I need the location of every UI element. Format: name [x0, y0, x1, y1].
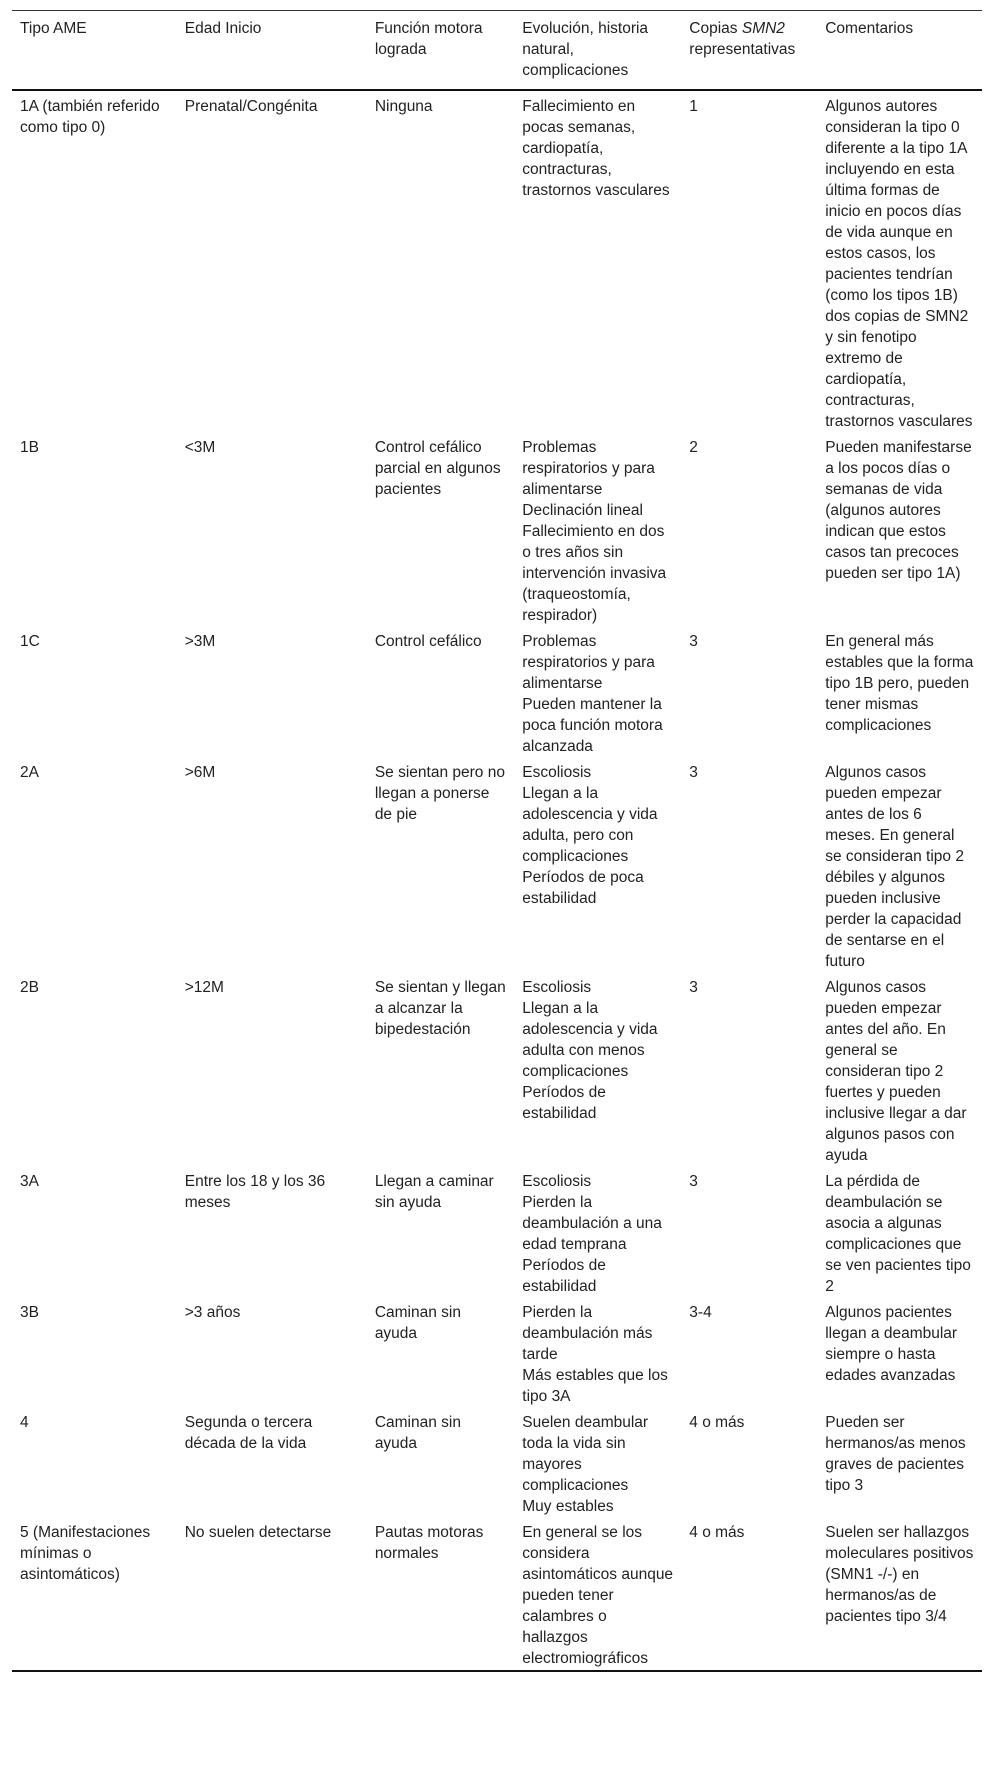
cell-edad: Entre los 18 y los 36 meses — [184, 1173, 326, 1211]
header-funcion: Función motora lograda — [374, 20, 483, 58]
cell-copias: 4 o más — [689, 1414, 745, 1431]
cell-copias: 3 — [689, 979, 698, 996]
cell-copias: 1 — [689, 98, 698, 115]
cell-tipo: 5 (Manifestaciones mínimas o asintomáticos) — [20, 1524, 151, 1583]
cell-evolucion-line: Llegan a la adolescencia y vida adulta con menos complicaciones — [522, 1000, 658, 1080]
cell-evolucion-line: Escoliosis — [522, 1173, 592, 1190]
cell-tipo: 3A — [20, 1173, 39, 1190]
cell-evolucion — [514, 90, 681, 433]
cell-evolucion-line: Pierden la deambulación a una edad temprana — [522, 1194, 662, 1253]
cell-tipo: 4 — [20, 1414, 29, 1431]
cell-funcion: Pautas motoras normales — [374, 1524, 484, 1562]
cell-evolucion-line: Pierden la deambulación más tarde — [522, 1304, 653, 1363]
header-copias-label: Copias — [689, 20, 738, 37]
cell-evolucion — [514, 627, 681, 758]
cell-funcion: Caminan sin ayuda — [374, 1414, 461, 1452]
cell-copias: 2 — [689, 439, 698, 456]
cell-evolucion-line: Declinación lineal — [522, 502, 643, 519]
cell-evolucion-line: Fallecimiento en pocas semanas, cardiopatía, contracturas, trastornos vasculares — [522, 98, 670, 199]
cell-tipo: 1A (también referido como tipo 0) — [20, 98, 160, 136]
sma-classification-table — [12, 10, 982, 1672]
header-copias — [681, 11, 817, 91]
cell-evolucion-line: Períodos de estabilidad — [522, 1084, 606, 1122]
cell-edad: >3 años — [184, 1304, 241, 1321]
cell-copias: 4 o más — [689, 1524, 745, 1541]
cell-evolucion-line: Fallecimiento en dos o tres años sin intervención invasiva (traqueostomía, respirador) — [522, 523, 667, 624]
header-row — [12, 11, 982, 91]
cell-edad: No suelen detectarse — [184, 1524, 332, 1541]
table-row — [12, 90, 982, 433]
sma-classification-table-container — [12, 10, 982, 1672]
header-edad: Edad Inicio — [184, 20, 262, 37]
table-header — [12, 11, 982, 91]
cell-evolucion-line: Escoliosis — [522, 979, 592, 996]
cell-comentarios: Algunos autores consideran la tipo 0 diferente a la tipo 1A incluyendo en esta última formas de inicio en pocos días de vida aunque en estos casos, los pacientes tendrían (como los tipos 1B) dos copias de SMN2 y sin fenotipo extremo de cardiopatía, contracturas, trastornos vasculares — [825, 98, 973, 430]
cell-evolucion — [514, 1408, 681, 1518]
cell-evolucion-line: Suelen deambular toda la vida sin mayores complicaciones — [522, 1414, 649, 1494]
table-row — [12, 1408, 982, 1518]
cell-edad: Segunda o tercera década de la vida — [184, 1414, 313, 1452]
cell-funcion: Control cefálico parcial en algunos pacientes — [374, 439, 501, 498]
header-copias-gene: SMN2 — [741, 20, 785, 37]
cell-tipo: 1B — [20, 439, 39, 456]
cell-evolucion — [514, 973, 681, 1167]
cell-funcion: Control cefálico — [374, 633, 482, 650]
table-row — [12, 1167, 982, 1298]
cell-evolucion-line: Escoliosis — [522, 764, 592, 781]
cell-evolucion — [514, 1167, 681, 1298]
cell-evolucion-line: En general se los considera asintomáticos aunque pueden tener calambres o hallazgos electromiográficos — [522, 1524, 674, 1667]
table-row — [12, 433, 982, 627]
cell-funcion: Ninguna — [374, 98, 433, 115]
cell-comentarios: Suelen ser hallazgos moleculares positivos (SMN1 -/-) en hermanos/as de pacientes tipo 3/4 — [825, 1524, 974, 1625]
cell-comentarios: Algunos pacientes llegan a deambular siempre o hasta edades avanzadas — [825, 1304, 958, 1384]
cell-evolucion — [514, 433, 681, 627]
cell-copias: 3 — [689, 633, 698, 650]
cell-evolucion-line: Muy estables — [522, 1498, 614, 1515]
cell-funcion: Se sientan pero no llegan a ponerse de pie — [374, 764, 505, 823]
cell-copias: 3-4 — [689, 1304, 712, 1321]
cell-evolucion — [514, 1518, 681, 1671]
cell-tipo: 1C — [20, 633, 40, 650]
cell-tipo: 2B — [20, 979, 39, 996]
cell-copias: 3 — [689, 1173, 698, 1190]
table-row — [12, 1518, 982, 1671]
cell-evolucion-line: Problemas respiratorios y para alimentarse — [522, 439, 655, 498]
cell-evolucion — [514, 758, 681, 973]
cell-comentarios: Pueden manifestarse a los pocos días o semanas de vida (algunos autores indican que estos casos tan precoces pueden ser tipo 1A) — [825, 439, 972, 582]
header-tipo: Tipo AME — [20, 20, 87, 37]
table-row — [12, 973, 982, 1167]
header-copias-suffix: representativas — [689, 41, 796, 58]
header-comentarios: Comentarios — [825, 20, 914, 37]
cell-funcion: Caminan sin ayuda — [374, 1304, 461, 1342]
cell-edad: Prenatal/Congénita — [184, 98, 318, 115]
table-body — [12, 90, 982, 1671]
cell-comentarios: Pueden ser hermanos/as menos graves de pacientes tipo 3 — [825, 1414, 966, 1494]
cell-evolucion-line: Más estables que los tipo 3A — [522, 1367, 668, 1405]
cell-comentarios: En general más estables que la forma tipo 1B pero, pueden tener mismas complicaciones — [825, 633, 974, 734]
cell-evolucion-line: Pueden mantener la poca función motora alcanzada — [522, 696, 663, 755]
cell-evolucion-line: Problemas respiratorios y para alimentarse — [522, 633, 655, 692]
cell-comentarios: Algunos casos pueden empezar antes del año. En general se consideran tipo 2 fuertes y pueden inclusive llegar a dar algunos pasos con ayuda — [825, 979, 967, 1164]
cell-comentarios: Algunos casos pueden empezar antes de los 6 meses. En general se consideran tipo 2 débiles y algunos pueden inclusive perder la capacidad de sentarse en el futuro — [825, 764, 964, 970]
cell-tipo: 3B — [20, 1304, 39, 1321]
cell-evolucion-line: Llegan a la adolescencia y vida adulta, pero con complicaciones — [522, 785, 658, 865]
cell-evolucion-line: Períodos de estabilidad — [522, 1257, 606, 1295]
cell-funcion: Llegan a caminar sin ayuda — [374, 1173, 494, 1211]
cell-tipo: 2A — [20, 764, 39, 781]
cell-evolucion-line: Períodos de poca estabilidad — [522, 869, 644, 907]
header-evolucion: Evolución, historia natural, complicaciones — [522, 20, 649, 79]
cell-evolucion — [514, 1298, 681, 1408]
cell-copias: 3 — [689, 764, 698, 781]
cell-funcion: Se sientan y llegan a alcanzar la bipedestación — [374, 979, 506, 1038]
table-row — [12, 1298, 982, 1408]
cell-edad: >3M — [184, 633, 216, 650]
cell-comentarios: La pérdida de deambulación se asocia a algunas complicaciones que se ven pacientes tipo 2 — [825, 1173, 971, 1295]
cell-edad: <3M — [184, 439, 216, 456]
cell-edad: >12M — [184, 979, 224, 996]
table-row — [12, 627, 982, 758]
table-row — [12, 758, 982, 973]
cell-edad: >6M — [184, 764, 216, 781]
